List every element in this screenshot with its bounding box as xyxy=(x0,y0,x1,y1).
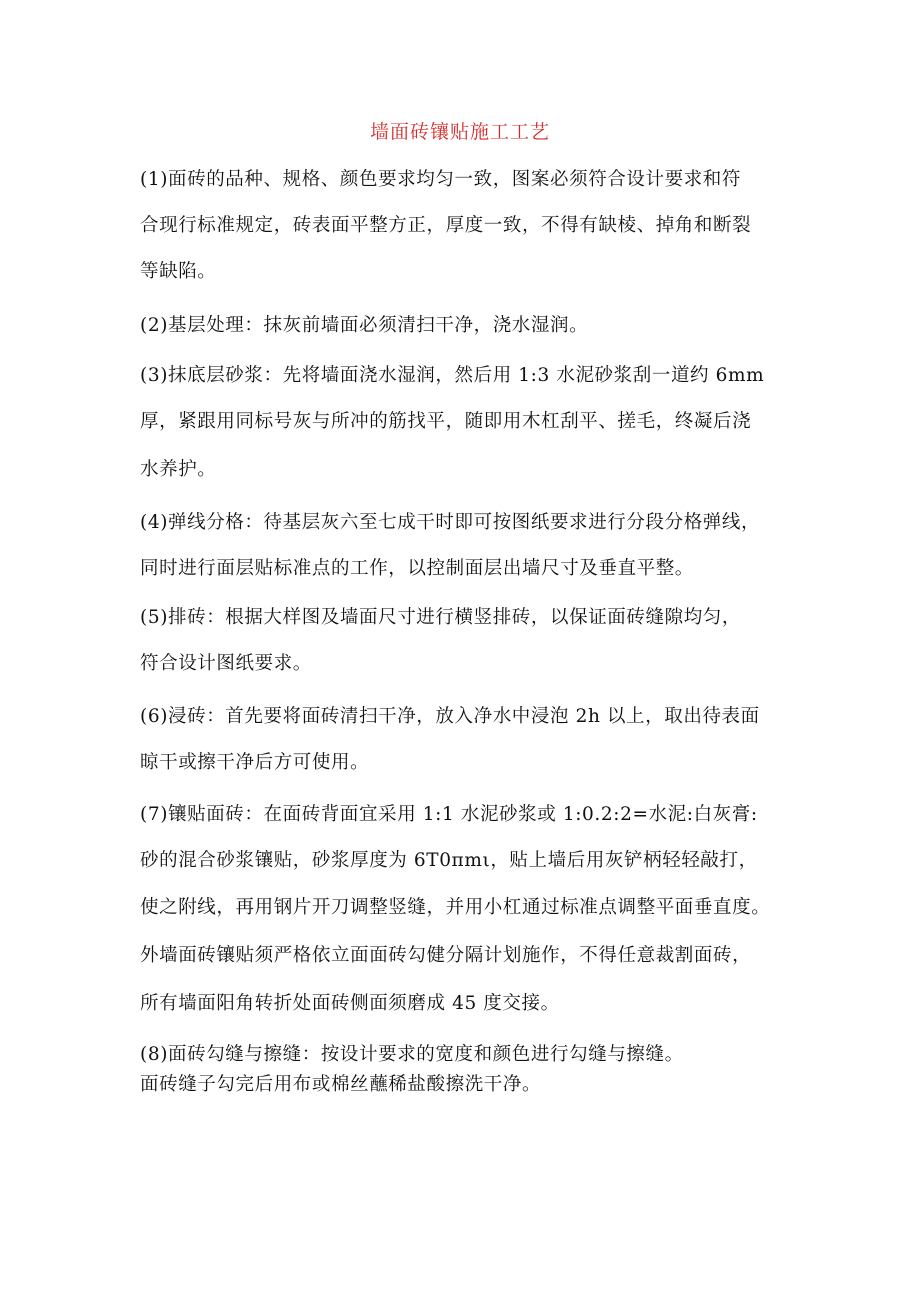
text-line: 晾干或擦干净后方可使用。 xyxy=(140,752,370,773)
text-line: 等缺陷。 xyxy=(140,261,217,282)
text-line: 同时进行面层贴标准点的工作，以控制面层出墙尺寸及垂直平整。 xyxy=(140,558,694,579)
text-line: 使之附线，再用钢片开刀调整竖缝，并用小杠通过标准点调整平面垂直度。 xyxy=(140,897,771,918)
text-line: (4)弹线分格：待基层灰六至七成干时即可按图纸要求进行分段分格弹线， xyxy=(140,512,761,533)
document-title: 墙面砖镶贴施工工艺 xyxy=(369,121,550,143)
text-line: (5)排砖：根据大样图及墙面尺寸进行横竖排砖，以保证面砖缝隙均匀， xyxy=(140,607,742,628)
text-line: (2)基层处理：抹灰前墙面必须清扫干净，浇水湿润。 xyxy=(140,315,589,336)
text-line: 所有墙面阳角转折处面砖侧面须磨成 45 度交接。 xyxy=(140,993,560,1014)
text-line: (8)面砖勾缝与擦缝：按设计要求的宽度和颜色进行勾缝与擦缝。 xyxy=(140,1044,684,1065)
text-line: (3)抹底层砂浆：先将墙面浇水湿润，然后用 1:3 水泥砂浆刮一道约 6mm xyxy=(140,365,765,386)
text-line: (7)镶贴面砖：在面砖背面宜采用 1:1 水泥砂浆或 1:0.2:2=水泥:白灰膏: xyxy=(140,804,758,825)
text-line: 砂的混合砂浆镶贴，砂浆厚度为 6T0πmι，贴上墙后用灰铲柄轻轻敲打， xyxy=(140,850,758,871)
text-line: 符合设计图纸要求。 xyxy=(140,653,312,674)
text-line: 厚，紧跟用同标号灰与所冲的筋找平，随即用木杠刮平、搓毛，终凝后浇 xyxy=(140,411,752,432)
text-line: 外墙面砖镶贴须严格依立面面砖勾健分隔计划施作，不得任意裁割面砖， xyxy=(140,945,752,966)
text-line: 合现行标准规定，砖表面平整方正，厚度一致，不得有缺棱、掉角和断裂 xyxy=(140,215,752,236)
text-line: 水养护。 xyxy=(140,459,217,480)
text-line: 面砖缝子勾完后用布或棉丝蘸稀盐酸擦洗干净。 xyxy=(140,1074,542,1095)
text-line: (6)浸砖：首先要将面砖清扫干净，放入净水中浸泡 2h 以上，取出待表面 xyxy=(140,706,760,727)
text-line: (1)面砖的品种、规格、颜色要求均匀一致，图案必须符合设计要求和符 xyxy=(140,169,742,190)
